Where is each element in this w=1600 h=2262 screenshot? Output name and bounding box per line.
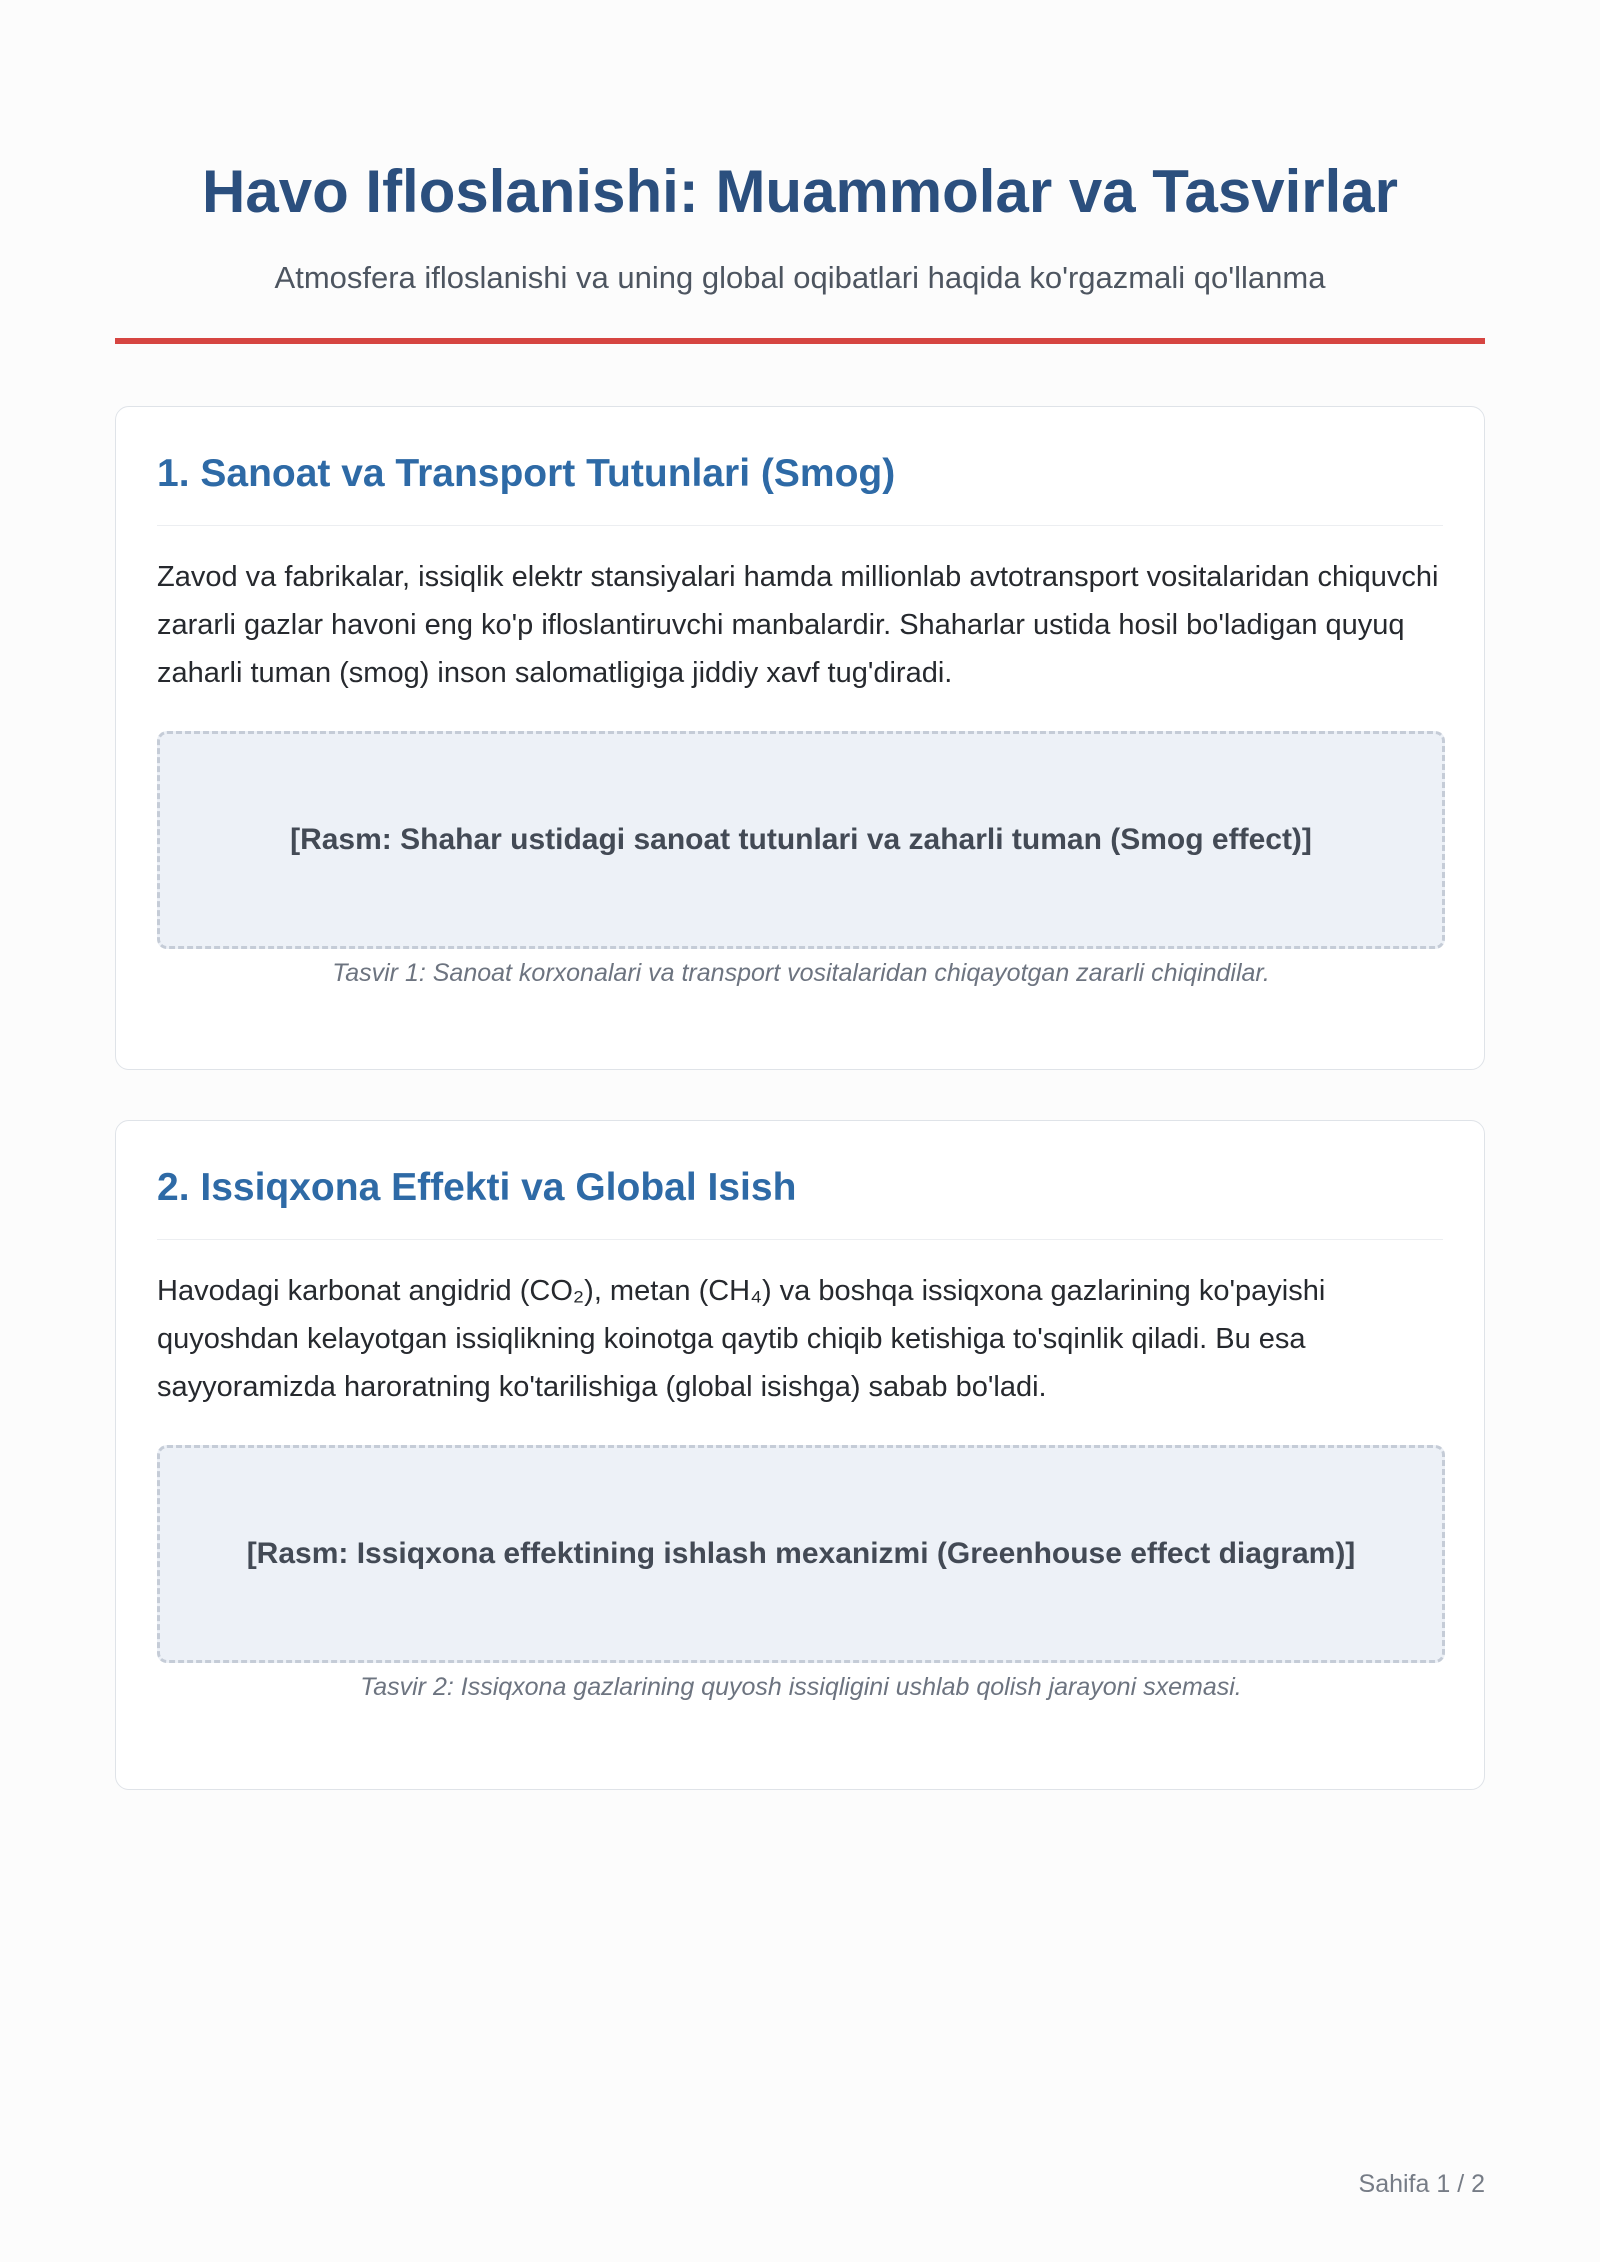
- section-card-greenhouse: [115, 1120, 1485, 1790]
- section-heading: 1. Sanoat va Transport Tutunlari (Smog): [157, 452, 896, 495]
- page-title: Havo Ifloslanishi: Muammolar va Tasvirlar: [202, 158, 1398, 225]
- section-card-smog: [115, 406, 1485, 1070]
- figure-caption: Tasvir 1: Sanoat korxonalari va transport vositalaridan chiqayotgan zararli chiqindilar.: [332, 959, 1270, 987]
- page-number: Sahifa 1 / 2: [1358, 2170, 1485, 2198]
- section-body: Havodagi karbonat angidrid (CO₂), metan (CH₄) va boshqa issiqxona gazlarining ko'payishi quyoshdan kelayotgan issiqlikning koinotga qaytib chiqib ketishiga to'sqinlik qiladi. Bu esa sayyoramizda haroratning ko'tarilishiga (global isishga) sabab bo'ladi.: [157, 1275, 1326, 1403]
- figure-placeholder: [157, 731, 1445, 949]
- section-divider: [157, 1239, 1443, 1240]
- page-subtitle: Atmosfera ifloslanishi va uning global oqibatlari haqida ko'rgazmali qo'llanma: [274, 260, 1326, 295]
- figure-placeholder-text: [Rasm: Issiqxona effektining ishlash mexanizmi (Greenhouse effect diagram)]: [246, 1537, 1356, 1570]
- section-body: Zavod va fabrikalar, issiqlik elektr stansiyalari hamda millionlab avtotransport vositalaridan chiquvchi zararli gazlar havoni eng ko'p ifloslantiruvchi manbalardir. Shaharlar ustida hosil bo'ladigan quyuq zaharli tuman (smog) inson salomatligiga jiddiy xavf tug'diradi.: [157, 561, 1439, 689]
- section-divider: [157, 525, 1443, 526]
- figure-caption: Tasvir 2: Issiqxona gazlarining quyosh issiqligini ushlab qolish jarayoni sxemasi.: [360, 1673, 1242, 1701]
- figure-placeholder-text: [Rasm: Shahar ustidagi sanoat tutunlari va zaharli tuman (Smog effect)]: [290, 823, 1312, 856]
- section-heading: 2. Issiqxona Effekti va Global Isish: [157, 1166, 797, 1209]
- figure-placeholder: [157, 1445, 1445, 1663]
- header-divider: [115, 338, 1485, 344]
